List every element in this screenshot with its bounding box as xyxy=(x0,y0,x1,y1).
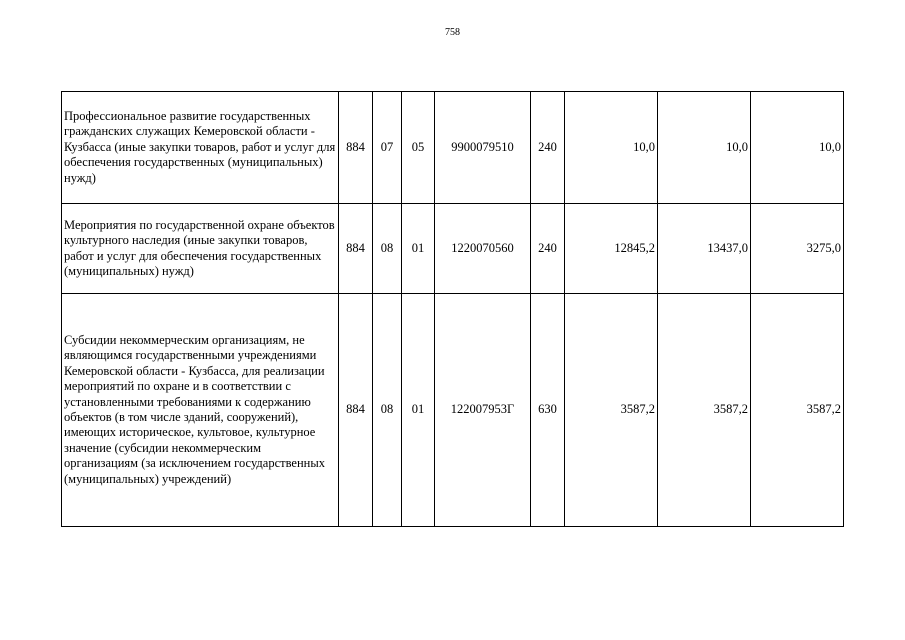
amount-3: 3275,0 xyxy=(751,204,844,294)
subsection-code: 01 xyxy=(402,204,435,294)
section-code: 07 xyxy=(373,92,402,204)
ministry-code: 884 xyxy=(339,204,373,294)
target-article-code: 122007953Г xyxy=(435,294,531,527)
expense-type-code: 240 xyxy=(531,204,565,294)
table-row xyxy=(62,92,844,204)
section-code: 08 xyxy=(373,204,402,294)
amount-2: 13437,0 xyxy=(658,204,751,294)
expense-type-code: 630 xyxy=(531,294,565,527)
table-row xyxy=(62,204,844,294)
amount-1: 10,0 xyxy=(565,92,658,204)
amount-3: 10,0 xyxy=(751,92,844,204)
amount-2: 10,0 xyxy=(658,92,751,204)
amount-1: 3587,2 xyxy=(565,294,658,527)
ministry-code: 884 xyxy=(339,294,373,527)
row-description: Мероприятия по государственной охране объектов культурного наследия (иные закупки товаров, работ и услуг для обеспечения государственных (муниципальных) нужд) xyxy=(62,204,339,294)
expense-type-code: 240 xyxy=(531,92,565,204)
amount-3: 3587,2 xyxy=(751,294,844,527)
amount-2: 3587,2 xyxy=(658,294,751,527)
table-row xyxy=(62,294,844,527)
subsection-code: 05 xyxy=(402,92,435,204)
target-article-code: 1220070560 xyxy=(435,204,531,294)
page-number: 758 xyxy=(445,27,460,38)
subsection-code: 01 xyxy=(402,294,435,527)
ministry-code: 884 xyxy=(339,92,373,204)
row-description: Профессиональное развитие государственных гражданских служащих Кемеровской области - Кузбасса (иные закупки товаров, работ и услуг для обеспечения государственных (муниципальных) нужд) xyxy=(62,92,339,204)
row-description: Субсидии некоммерческим организациям, не являющимся государственными учреждениями Кемеровской области - Кузбасса, для реализации мероприятий по охране и в соответствии с установленными требованиями к содержанию объектов (в том числе зданий, сооружений), имеющих историческое, культовое, культурное значение (субсидии некоммерческим организациям (за исключением государственных (муниципальных) учреждений) xyxy=(62,294,339,527)
amount-1: 12845,2 xyxy=(565,204,658,294)
budget-table xyxy=(61,91,844,527)
section-code: 08 xyxy=(373,294,402,527)
target-article-code: 9900079510 xyxy=(435,92,531,204)
